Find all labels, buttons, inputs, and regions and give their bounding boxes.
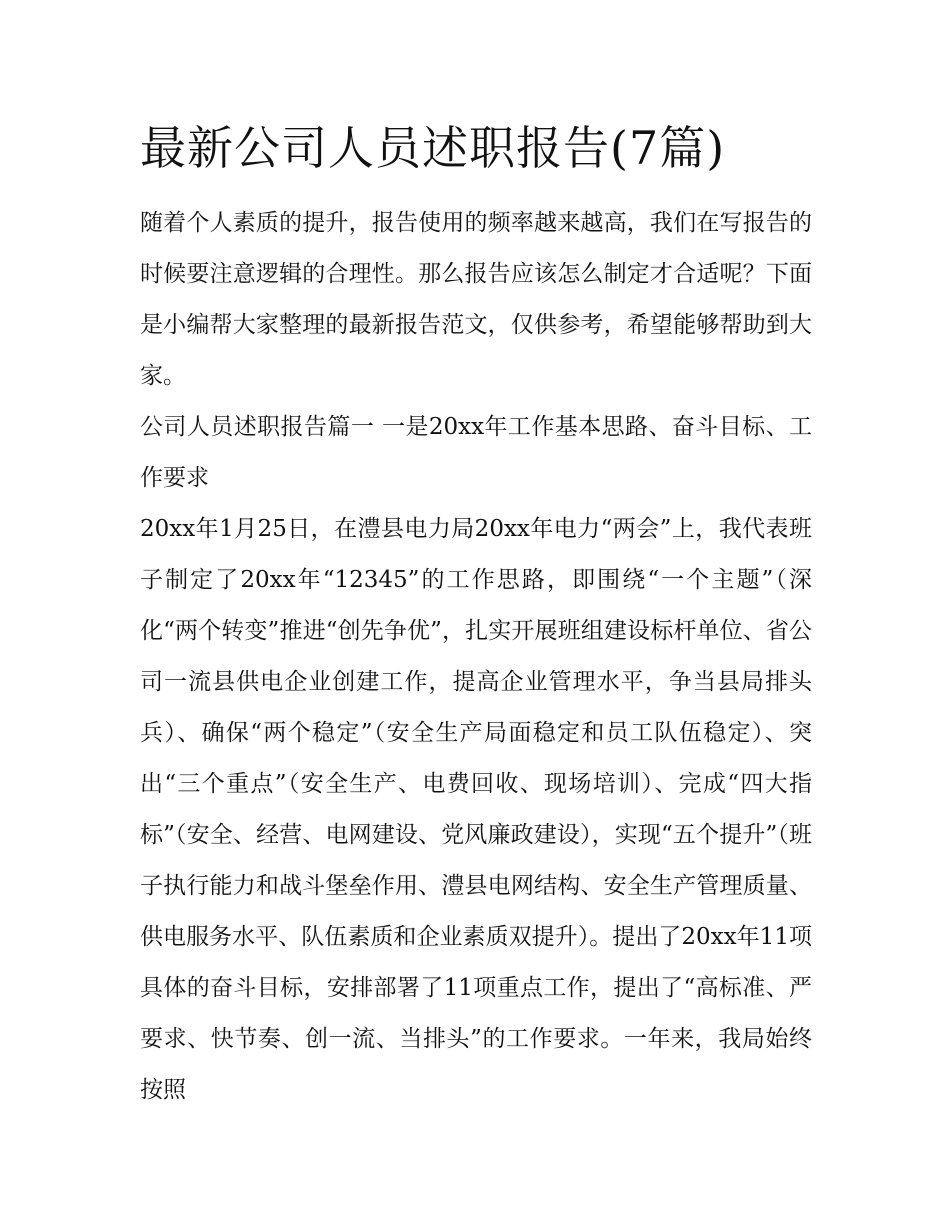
document-title: 最新公司人员述职报告(7篇)	[140, 121, 726, 175]
document-body	[140, 112, 812, 1116]
section-heading-paragraph: 公司人员述职报告篇一 一是20xx年工作基本思路、奋斗目标、工作要求	[140, 414, 812, 491]
body-paragraph: 20xx年1月25日，在澧县电力局20xx年电力“两会”上，我代表班子制定了20xx年“12345”的工作思路，即围绕“一个主题”（深化“两个转变”推进“创先争优”，扎实开展班组建设标杆单位、省公司一流县供电企业创建工作，提高企业管理水平，争当县局排头兵）、确保“两个稳定”（安全生产局面稳定和员工队伍稳定）、突出“三个重点”（安全生产、电费回收、现场培训）、完成“四大指标”（安全、经营、电网建设、党风廉政建设），实现“五个提升”（班子执行能力和战斗堡垒作用、澧县电网结构、安全生产管理质量、供电服务水平、队伍素质和企业素质双提升）。提出了20xx年11项具体的奋斗目标，安排部署了11项重点工作，提出了“高标准、严要求、快节奏、创一流、当排头”的工作要求。一年来，我局始终按照	[140, 516, 812, 1103]
intro-paragraph: 随着个人素质的提升，报告使用的频率越来越高，我们在写报告的时候要注意逻辑的合理性。那么报告应该怎么制定才合适呢？下面是小编帮大家整理的最新报告范文，仅供参考，希望能够帮助到大家。	[140, 210, 812, 389]
